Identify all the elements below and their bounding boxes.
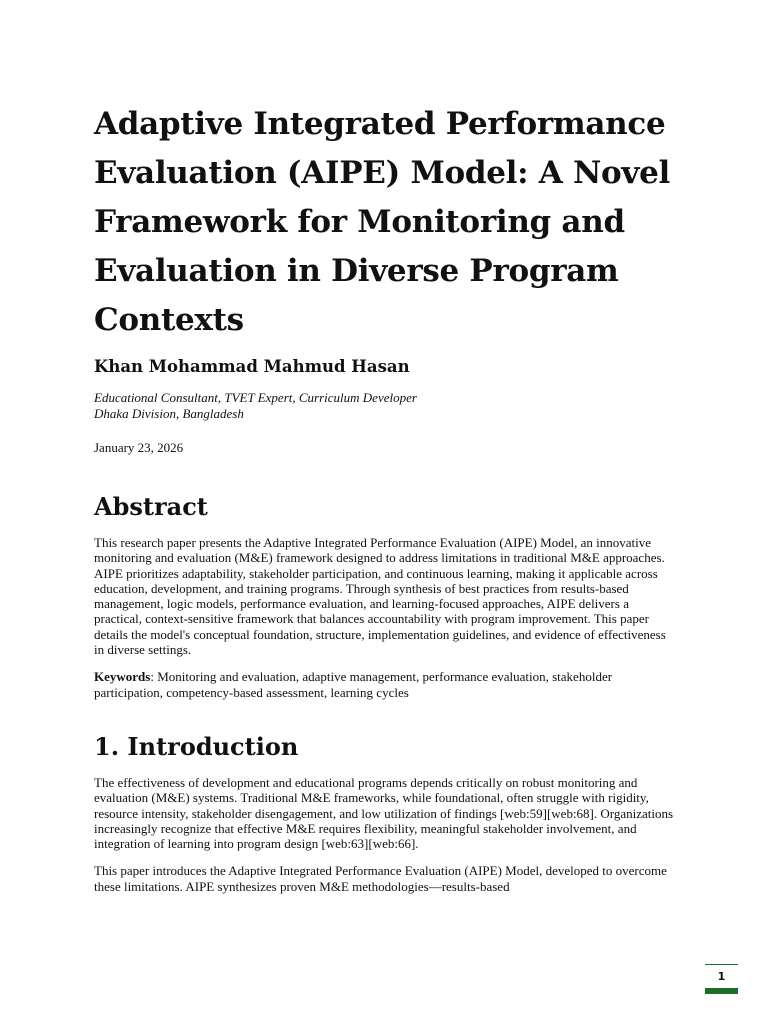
abstract-heading: Abstract: [94, 492, 208, 521]
title-line: Evaluation (AIPE) Model: A Novel: [94, 155, 671, 191]
introduction-paragraph: This paper introduces the Adaptive Integrated Performance Evaluation (AIPE) Model, developed to overcome these limitations. AIPE synthesizes proven M&E methodologies—results-based: [94, 863, 667, 894]
page-number-rule: [705, 964, 738, 965]
page-number-bar: [705, 988, 738, 994]
page-number: 1: [717, 970, 726, 983]
keywords: [94, 669, 674, 700]
keywords-label: Keywords: [94, 669, 151, 685]
paper-title: [94, 100, 674, 345]
author-affiliation: [94, 390, 674, 422]
author-name: Khan Mohammad Mahmud Hasan: [94, 357, 410, 376]
publication-date: January 23, 2026: [94, 440, 184, 455]
affiliation-location: Dhaka Division, Bangladesh: [94, 406, 244, 421]
title-line: Contexts: [94, 302, 244, 338]
affiliation-role: Educational Consultant, TVET Expert, Curriculum Developer: [94, 390, 417, 405]
title-line: Evaluation in Diverse Program: [94, 253, 619, 289]
abstract-text: This research paper presents the Adaptive Integrated Performance Evaluation (AIPE) Model, an innovative monitoring and evaluation (M&E) framework designed to address limitations in traditional M&E approaches. AIPE prioritizes adaptability, stakeholder participation, and continuous learning, making it applicable across education, development, and training programs. Through synthesis of best practices from results-based management, logic models, performance evaluation, and learning-focused approaches, AIPE delivers a practical, context-sensitive framework that balances accountability with program improvement. This paper details the model's conceptual foundation, structure, implementation guidelines, and evidence of effectiveness in diverse settings.: [94, 535, 666, 658]
title-line: Adaptive Integrated Performance: [94, 106, 666, 142]
introduction-paragraph: The effectiveness of development and educational programs depends critically on robust monitoring and evaluation (M&E) systems. Traditional M&E frameworks, while foundational, often struggle with rigidity, resource intensity, stakeholder disengagement, and low utilization of findings [web:59][web:68]. Organizations increasingly recognize that effective M&E requires flexibility, meaningful stakeholder involvement, and integration of learning into program design [web:63][web:66].: [94, 774, 674, 852]
page-number-box: [705, 964, 738, 996]
introduction-heading: 1. Introduction: [94, 731, 299, 761]
keywords-list: : Monitoring and evaluation, adaptive management, performance evaluation, stakeholder participation, competency-based assessment, learning cycles: [94, 669, 613, 700]
title-line: Framework for Monitoring and: [94, 204, 625, 240]
page-content: [94, 100, 674, 894]
